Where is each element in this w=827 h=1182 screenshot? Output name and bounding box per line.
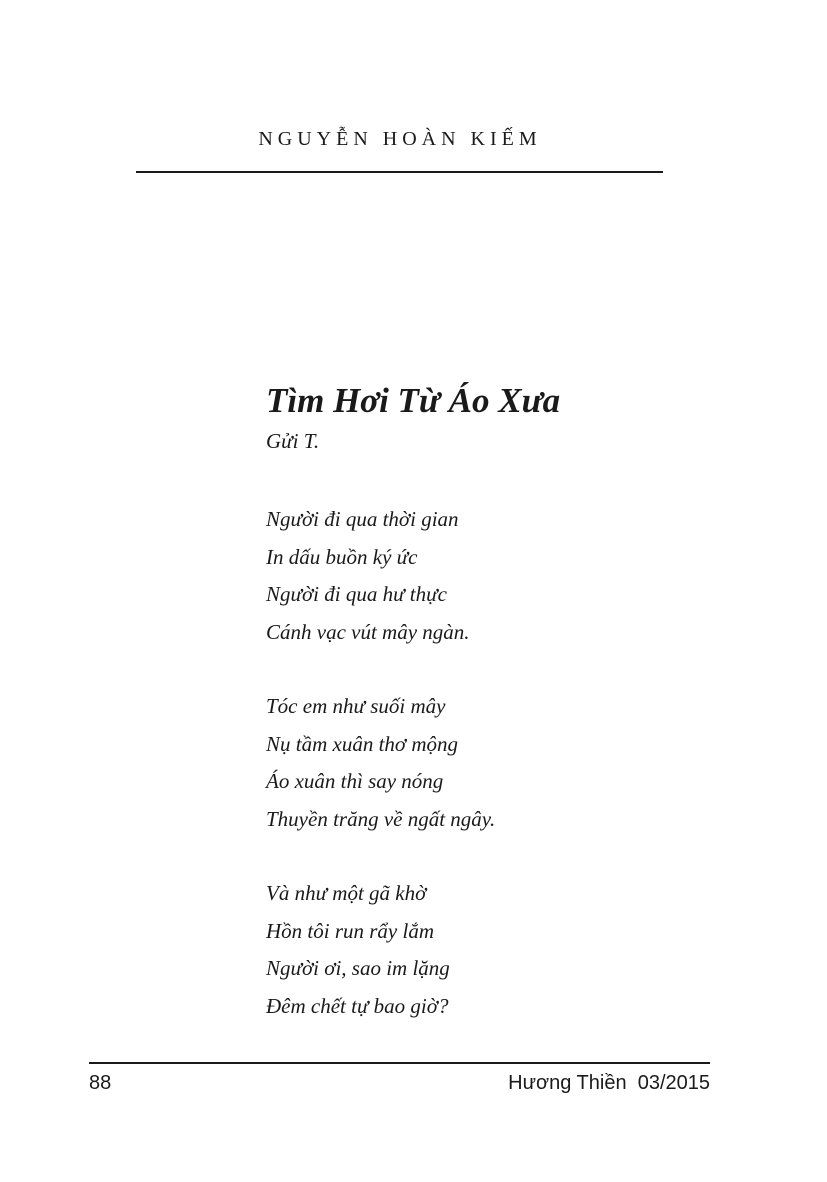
poem-dedication: Gửi T. [266,429,320,453]
footer-rule [89,1062,710,1064]
stanza-2 [266,688,560,838]
stanza-3 [266,875,560,1025]
verse-line: Người ơi, sao im lặng [266,956,450,980]
header-rule [136,171,663,173]
poem-stanzas [266,501,560,1025]
verse-line: Và như một gã khờ [266,881,427,905]
verse-line: Hồn tôi run rẩy lắm [266,918,434,943]
verse-line: Cánh vạc vút mây ngàn. [266,619,470,644]
verse-line: Áo xuân thì say nóng [266,769,444,793]
poem [266,376,560,1062]
verse-line: In dấu buồn ký ức [266,544,418,569]
running-header-author: NGUYỄN HOÀN KIẾM [258,128,542,150]
footer-publication: Hương Thiền 03/2015 [508,1072,710,1094]
page-number: 88 [89,1072,112,1094]
verse-line: Tóc em như suối mây [266,694,446,718]
verse-line: Nụ tầm xuân thơ mộng [266,731,459,756]
poem-title: Tìm Hơi Từ Áo Xưa [266,381,561,420]
verse-line: Đêm chết tự bao giờ? [266,993,449,1018]
verse-line: Người đi qua thời gian [266,507,459,531]
stanza-1 [266,501,560,651]
verse-line: Thuyền trăng về ngất ngây. [266,806,496,831]
verse-line: Người đi qua hư thực [266,582,447,606]
